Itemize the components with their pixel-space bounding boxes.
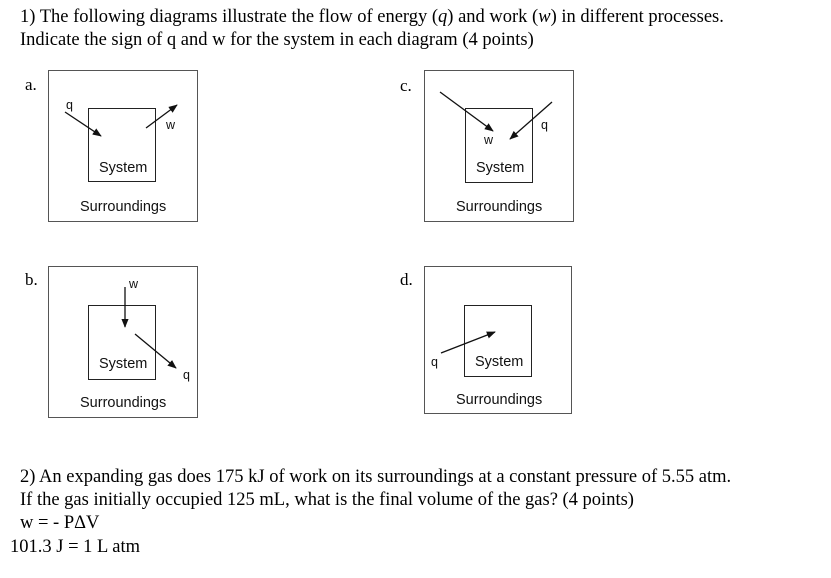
q1-italic-w: w xyxy=(538,7,551,27)
diagram-c-letter: c. xyxy=(400,76,412,95)
diagram-b-surroundings-label: Surroundings xyxy=(80,395,167,411)
question-2-line-2: If the gas initially occupied 125 mL, what is the final volume of the gas? (4 points) xyxy=(20,490,634,510)
diagram-b-letter: b. xyxy=(25,270,38,289)
diagram-b-system-label: System xyxy=(99,356,148,372)
diagram-c-surroundings-label: Surroundings xyxy=(456,199,543,215)
q1-text-suffix: ) in different processes. xyxy=(550,7,724,27)
diagram-c-w-label: w xyxy=(484,133,494,147)
question-1-line-2: Indicate the sign of q and w for the system in each diagram (4 points) xyxy=(20,30,534,50)
diagram-d-letter: d. xyxy=(400,270,413,289)
diagram-a-letter: a. xyxy=(25,75,37,94)
diagram-a-w-arrow xyxy=(146,105,177,128)
q1-italic-q: q xyxy=(438,7,448,27)
diagram-a-surroundings-label: Surroundings xyxy=(80,199,167,215)
formula-work: w = - PΔV xyxy=(20,513,100,533)
diagram-b-w-label: w xyxy=(129,277,139,291)
diagram-d-system-label: System xyxy=(475,354,524,370)
diagram-a-w-label: w xyxy=(166,118,176,132)
conversion-factor: 101.3 J = 1 L atm xyxy=(10,537,140,557)
diagram-c-w-arrow xyxy=(440,92,493,131)
diagram-c-system-label: System xyxy=(476,160,525,176)
diagram-d-q-arrow xyxy=(441,332,495,353)
q1-text-prefix: 1) The following diagrams illustrate the flow of energy ( xyxy=(20,7,439,27)
diagram-d-q-label: q xyxy=(431,355,438,369)
diagram-b-q-arrow xyxy=(135,334,176,368)
diagram-c-q-label: q xyxy=(541,118,548,132)
diagram-b-q-label: q xyxy=(183,368,190,382)
diagram-a-q-label: q xyxy=(66,98,73,112)
question-2-line-1: 2) An expanding gas does 175 kJ of work on its surroundings at a constant pressure of 5.55 atm. xyxy=(20,467,732,487)
diagram-a-q-arrow xyxy=(65,112,101,136)
diagram-c-q-arrow xyxy=(510,102,552,139)
diagram-a-system-label: System xyxy=(99,160,148,176)
diagram-d-surroundings-label: Surroundings xyxy=(456,392,543,408)
q1-text-mid: ) and work ( xyxy=(447,7,539,27)
